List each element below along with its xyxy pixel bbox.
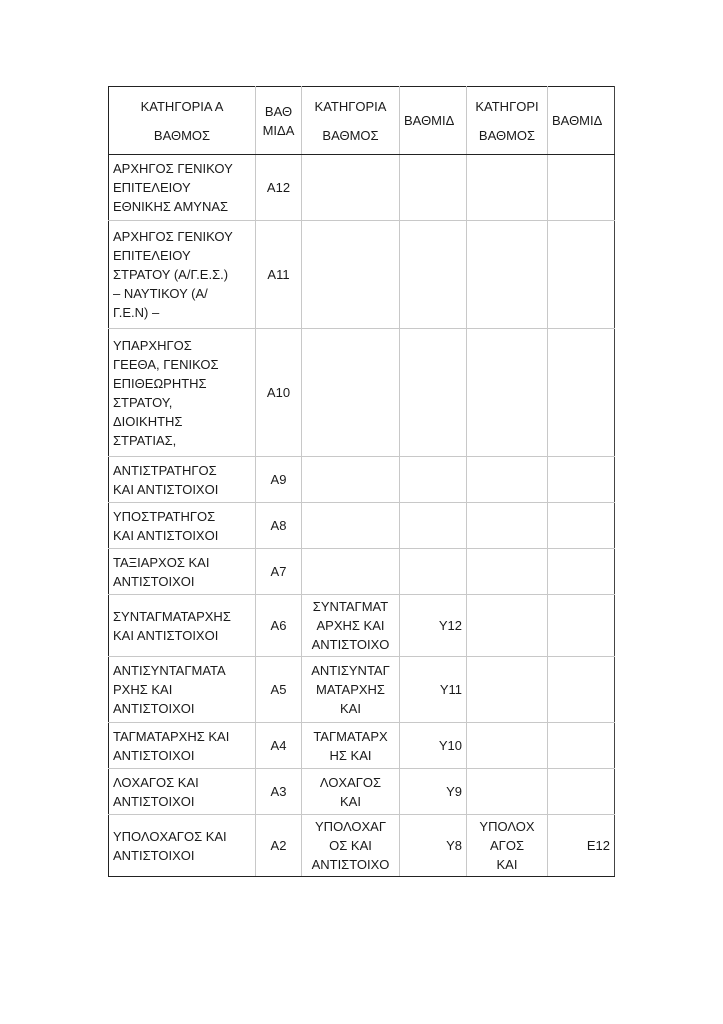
rank-b-cell-line: ΗΣ ΚΑΙ bbox=[329, 747, 372, 763]
rank-c-cell bbox=[467, 815, 548, 877]
rank-a-cell-line: ΓΕΕΘΑ, ΓΕΝΙΚΟΣ bbox=[113, 356, 219, 372]
table-row bbox=[109, 221, 615, 329]
grade-a-cell: Α12 bbox=[256, 155, 302, 221]
grade-a-cell: Α4 bbox=[256, 723, 302, 769]
rank-a-cell-line: Γ.Ε.Ν) – bbox=[113, 305, 160, 320]
rank-b-cell bbox=[302, 155, 400, 221]
rank-b-cell-line: ΣΥΝΤΑΓΜΑΤ bbox=[312, 599, 389, 614]
rank-a-cell-line: ΚΑΙ ΑΝΤΙΣΤΟΙΧΟΙ bbox=[113, 481, 219, 497]
rank-b-cell bbox=[302, 221, 400, 329]
grade-c-cell bbox=[548, 769, 615, 815]
rank-a-cell bbox=[109, 549, 256, 595]
rank-a-cell-line: ΑΡΧΗΓΟΣ ΓΕΝΙΚΟΥ bbox=[113, 229, 233, 244]
rank-a-cell-line: ΑΡΧΗΓΟΣ ΓΕΝΙΚΟΥ bbox=[113, 161, 233, 176]
rank-a-cell-line: ΕΠΙΘΕΩΡΗΤΗΣ bbox=[113, 375, 207, 391]
rank-a-cell-line: ΔΙΟΙΚΗΤΗΣ bbox=[113, 413, 183, 429]
grade-a-cell: Α7 bbox=[256, 549, 302, 595]
header-category-a-rank: ΒΑΘΜΟΣ bbox=[153, 127, 211, 143]
rank-c-cell-line: ΑΓΟΣ bbox=[490, 838, 524, 853]
rank-a-cell-line: ΣΤΡΑΤΟΥ, bbox=[113, 394, 173, 410]
rank-a-cell bbox=[109, 503, 256, 549]
rank-c-cell bbox=[467, 155, 548, 221]
grade-a-cell: Α11 bbox=[256, 221, 302, 329]
grade-c-cell bbox=[548, 329, 615, 457]
rank-b-cell-line: ΥΠΟΛΟΧΑΓ bbox=[315, 819, 386, 834]
rank-c-cell bbox=[467, 457, 548, 503]
grade-b-cell: Υ12 bbox=[400, 595, 467, 657]
table-row bbox=[109, 769, 615, 815]
rank-a-cell-line: ΡΧΗΣ ΚΑΙ bbox=[113, 682, 173, 697]
grade-a-cell: Α2 bbox=[256, 815, 302, 877]
table-row bbox=[109, 329, 615, 457]
header-category-c-title: ΚΑΤΗΓΟΡΙ bbox=[475, 98, 539, 114]
rank-c-cell bbox=[467, 657, 548, 723]
header-grade-b: ΒΑΘΜΙΔ bbox=[400, 87, 467, 155]
grade-b-cell bbox=[400, 329, 467, 457]
table-row bbox=[109, 549, 615, 595]
rank-b-cell bbox=[302, 503, 400, 549]
rank-a-cell bbox=[109, 457, 256, 503]
table-row bbox=[109, 815, 615, 877]
table-row bbox=[109, 595, 615, 657]
rank-a-cell-line: ΑΝΤΙΣΤΡΑΤΗΓΟΣ bbox=[113, 462, 217, 478]
table-header-row bbox=[109, 87, 615, 155]
grade-c-cell bbox=[548, 221, 615, 329]
rank-a-cell bbox=[109, 769, 256, 815]
header-category-c-rank: ΒΑΘΜΟΣ bbox=[478, 127, 536, 143]
rank-a-cell-line: ΤΑΓΜΑΤΑΡΧΗΣ ΚΑΙ bbox=[113, 728, 230, 744]
rank-c-cell bbox=[467, 503, 548, 549]
rank-a-cell-line: ΥΠΟΛΟΧΑΓΟΣ ΚΑΙ bbox=[113, 828, 227, 844]
table-row bbox=[109, 155, 615, 221]
grade-b-cell bbox=[400, 503, 467, 549]
rank-a-cell-line: ΑΝΤΙΣΤΟΙΧΟΙ bbox=[113, 573, 195, 589]
rank-a-cell-line: – ΝΑΥΤΙΚΟΥ (Α/ bbox=[113, 286, 208, 301]
rank-a-cell bbox=[109, 723, 256, 769]
grade-a-cell: Α6 bbox=[256, 595, 302, 657]
grade-b-cell bbox=[400, 457, 467, 503]
rank-b-cell bbox=[302, 549, 400, 595]
grade-b-cell: Υ9 bbox=[400, 769, 467, 815]
table-row bbox=[109, 723, 615, 769]
grade-b-cell: Υ10 bbox=[400, 723, 467, 769]
rank-a-cell-line: ΥΠΑΡΧΗΓΟΣ bbox=[113, 337, 192, 353]
rank-c-cell bbox=[467, 595, 548, 657]
rank-c-cell bbox=[467, 769, 548, 815]
rank-a-cell-line: ΑΝΤΙΣΤΟΙΧΟΙ bbox=[113, 847, 195, 863]
rank-b-cell bbox=[302, 769, 400, 815]
rank-a-cell-line: ΤΑΞΙΑΡΧΟΣ ΚΑΙ bbox=[113, 554, 210, 570]
table-row bbox=[109, 657, 615, 723]
rank-a-cell bbox=[109, 595, 256, 657]
grade-c-cell bbox=[548, 723, 615, 769]
rank-c-cell-line: ΥΠΟΛΟΧ bbox=[479, 819, 535, 834]
rank-a-cell bbox=[109, 221, 256, 329]
table-body bbox=[109, 155, 615, 877]
rank-b-cell-line: ΛΟΧΑΓΟΣ bbox=[319, 774, 382, 790]
header-category-b-rank: ΒΑΘΜΟΣ bbox=[322, 127, 379, 143]
header-category-c bbox=[467, 87, 548, 155]
rank-b-cell-line: ΤΑΓΜΑΤΑΡΧ bbox=[313, 728, 388, 744]
grade-b-cell bbox=[400, 221, 467, 329]
rank-a-cell-line: ΑΝΤΙΣΥΝΤΑΓΜΑΤΑ bbox=[113, 663, 226, 678]
rank-a-cell-line: ΑΝΤΙΣΤΟΙΧΟΙ bbox=[113, 701, 195, 716]
rank-a-cell bbox=[109, 815, 256, 877]
grade-b-cell bbox=[400, 155, 467, 221]
grade-c-cell bbox=[548, 657, 615, 723]
header-grade-a-line2: ΜΙΔΑ bbox=[262, 122, 295, 138]
rank-c-cell bbox=[467, 221, 548, 329]
rank-a-cell-line: ΚΑΙ ΑΝΤΙΣΤΟΙΧΟΙ bbox=[113, 627, 219, 643]
rank-a-cell-line: ΑΝΤΙΣΤΟΙΧΟΙ bbox=[113, 793, 195, 809]
rank-a-cell bbox=[109, 329, 256, 457]
table-row bbox=[109, 503, 615, 549]
rank-a-cell-line: ΣΥΝΤΑΓΜΑΤΑΡΧΗΣ bbox=[113, 608, 231, 624]
grade-b-cell: Υ8 bbox=[400, 815, 467, 877]
rank-b-cell bbox=[302, 457, 400, 503]
rank-a-cell-line: ΕΠΙΤΕΛΕΙΟΥ bbox=[113, 180, 191, 195]
rank-b-cell-line: ΑΝΤΙΣΥΝΤΑΓ bbox=[311, 663, 390, 678]
rank-b-cell-line: ΑΝΤΙΣΤΟΙΧΟ bbox=[311, 857, 390, 872]
rank-a-cell-line: ΚΑΙ ΑΝΤΙΣΤΟΙΧΟΙ bbox=[113, 527, 219, 543]
rank-c-cell bbox=[467, 329, 548, 457]
grade-c-cell bbox=[548, 155, 615, 221]
rank-b-cell bbox=[302, 595, 400, 657]
grade-a-cell: Α10 bbox=[256, 329, 302, 457]
rank-c-cell bbox=[467, 549, 548, 595]
grade-a-cell: Α3 bbox=[256, 769, 302, 815]
rank-b-cell-line: ΜΑΤΑΡΧΗΣ bbox=[316, 682, 385, 697]
rank-b-cell bbox=[302, 815, 400, 877]
grade-c-cell bbox=[548, 549, 615, 595]
rank-b-cell bbox=[302, 329, 400, 457]
rank-c-cell bbox=[467, 723, 548, 769]
grade-b-cell: Υ11 bbox=[400, 657, 467, 723]
header-grade-c: ΒΑΘΜΙΔ bbox=[548, 87, 615, 155]
header-category-b bbox=[302, 87, 400, 155]
rank-a-cell-line: ΣΤΡΑΤΙΑΣ, bbox=[113, 432, 177, 448]
rank-c-cell-line: ΚΑΙ bbox=[496, 857, 518, 872]
rank-grade-table bbox=[108, 86, 615, 877]
table-row bbox=[109, 457, 615, 503]
header-category-a-title: ΚΑΤΗΓΟΡΙΑ Α bbox=[140, 98, 224, 114]
grade-c-cell bbox=[548, 503, 615, 549]
rank-a-cell-line: ΣΤΡΑΤΟΥ (Α/Γ.Ε.Σ.) bbox=[113, 267, 229, 282]
header-category-a bbox=[109, 87, 256, 155]
rank-a-cell-line: ΛΟΧΑΓΟΣ ΚΑΙ bbox=[113, 774, 199, 790]
grade-a-cell: Α5 bbox=[256, 657, 302, 723]
header-grade-a-line1: ΒΑΘ bbox=[264, 103, 293, 119]
grade-c-cell bbox=[548, 457, 615, 503]
rank-b-cell-line: ΟΣ ΚΑΙ bbox=[329, 838, 372, 853]
rank-b-cell-line: ΚΑΙ bbox=[340, 701, 361, 716]
rank-a-cell bbox=[109, 155, 256, 221]
rank-a-cell-line: ΑΝΤΙΣΤΟΙΧΟΙ bbox=[113, 747, 195, 763]
grade-b-cell bbox=[400, 549, 467, 595]
rank-a-cell-line: ΕΠΙΤΕΛΕΙΟΥ bbox=[113, 248, 191, 263]
rank-b-cell-line: ΑΝΤΙΣΤΟΙΧΟ bbox=[311, 637, 390, 652]
grade-a-cell: Α8 bbox=[256, 503, 302, 549]
rank-a-cell-line: ΕΘΝΙΚΗΣ ΑΜΥΝΑΣ bbox=[113, 199, 229, 214]
grade-c-cell: Ε12 bbox=[548, 815, 615, 877]
rank-b-cell bbox=[302, 723, 400, 769]
rank-b-cell bbox=[302, 657, 400, 723]
header-grade-a bbox=[256, 87, 302, 155]
rank-a-cell-line: ΥΠΟΣΤΡΑΤΗΓΟΣ bbox=[113, 508, 216, 524]
grade-a-cell: Α9 bbox=[256, 457, 302, 503]
rank-b-cell-line: ΚΑΙ bbox=[340, 793, 361, 809]
rank-b-cell-line: ΑΡΧΗΣ ΚΑΙ bbox=[316, 618, 385, 633]
rank-a-cell bbox=[109, 657, 256, 723]
grade-c-cell bbox=[548, 595, 615, 657]
header-category-b-title: ΚΑΤΗΓΟΡΙΑ bbox=[314, 98, 387, 114]
